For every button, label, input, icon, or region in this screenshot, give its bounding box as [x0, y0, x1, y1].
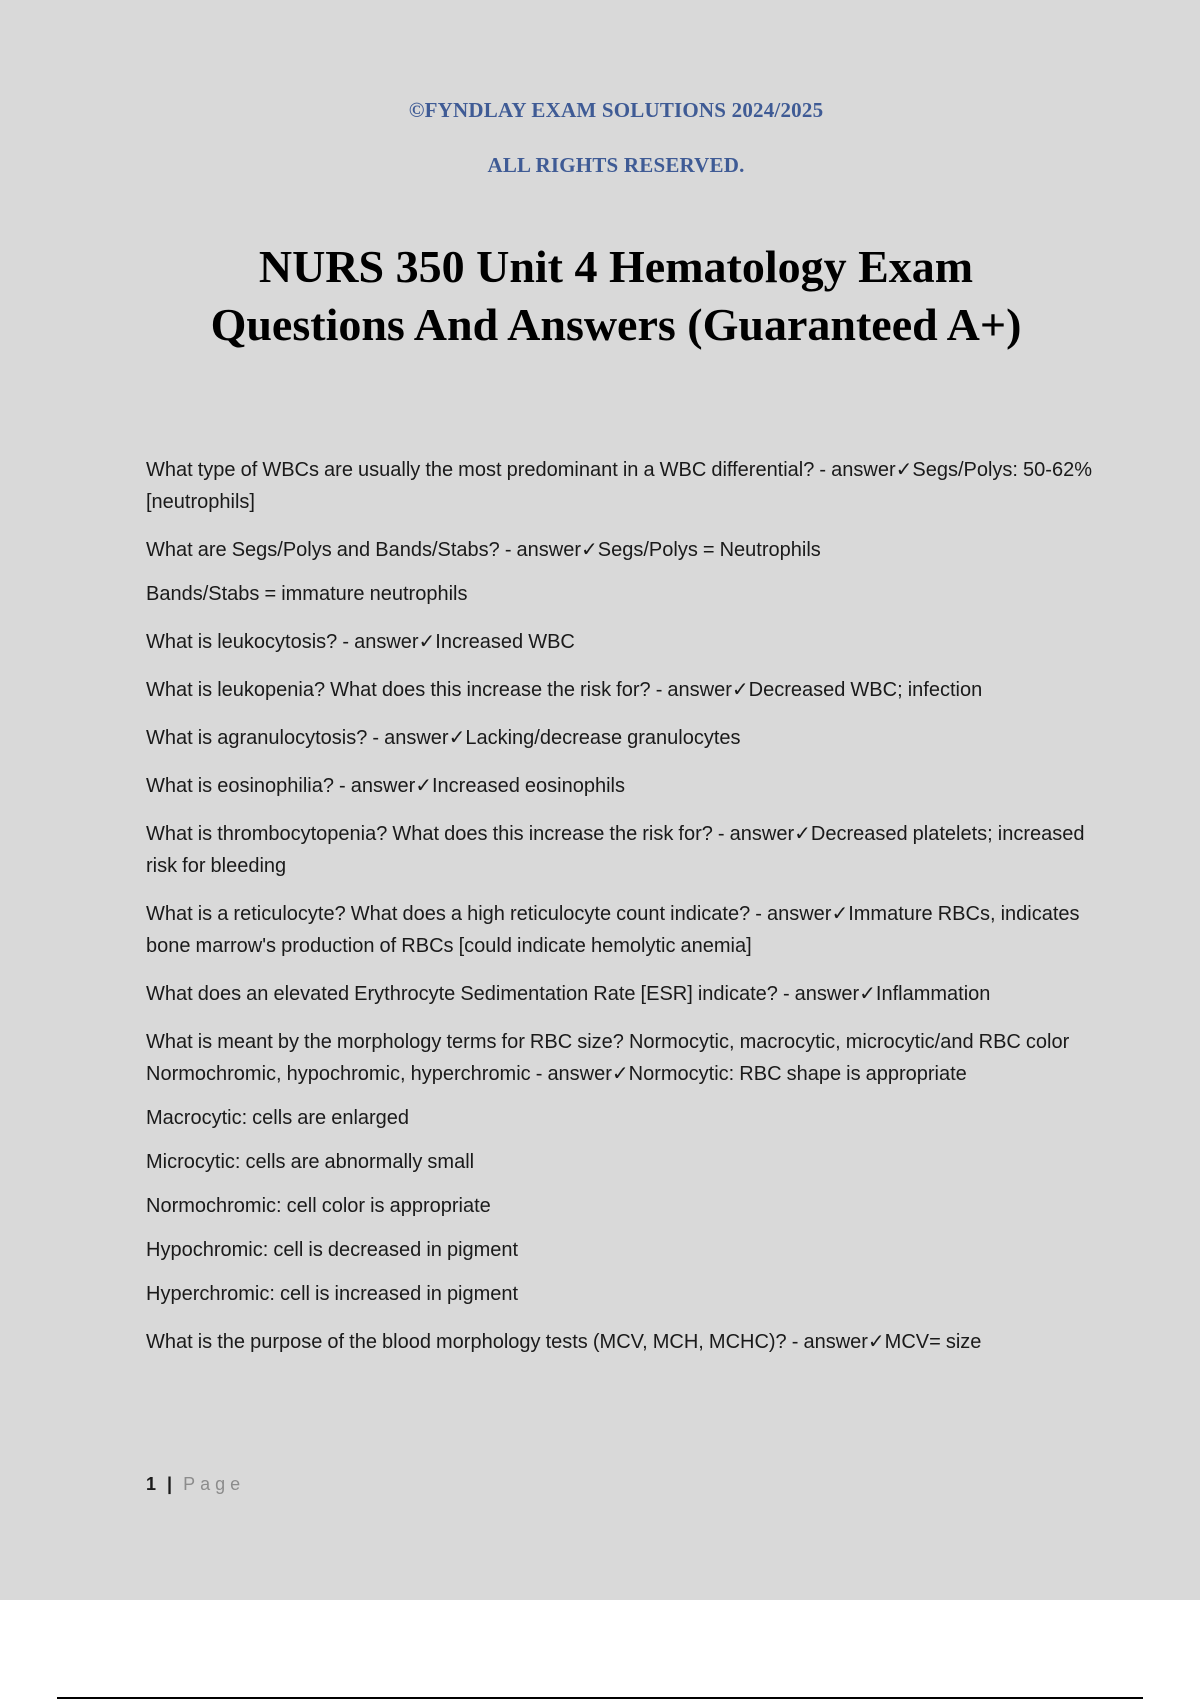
page-number: 1 [146, 1474, 157, 1494]
qa-paragraph: What is thrombocytopenia? What does this increase the risk for? - answer✓Decreased platelets; increased risk for bleeding [146, 823, 1085, 877]
qa-paragraph: Bands/Stabs = immature neutrophils [146, 583, 468, 605]
document-title [0, 238, 1200, 354]
qa-paragraph: Microcytic: cells are abnormally small [146, 1151, 475, 1173]
page-footer [146, 1474, 245, 1495]
title-line-2: Questions And Answers (Guaranteed A+) [210, 299, 1022, 350]
qa-paragraph: What is a reticulocyte? What does a high reticulocyte count indicate? - answer✓Immature RBCs, indicates bone marrow's production of RBCs [could indicate hemolytic anemia] [146, 903, 1080, 957]
qa-paragraph: What type of WBCs are usually the most predominant in a WBC differential? - answer✓Segs/Polys: 50-62% [neutrophils] [146, 459, 1092, 513]
qa-paragraph: What is leukopenia? What does this increase the risk for? - answer✓Decreased WBC; infection [146, 679, 983, 701]
qa-paragraph: What are Segs/Polys and Bands/Stabs? - answer✓Segs/Polys = Neutrophils [146, 539, 821, 561]
qa-paragraph: Hypochromic: cell is decreased in pigment [146, 1239, 519, 1261]
qa-paragraph: Hyperchromic: cell is increased in pigment [146, 1283, 519, 1305]
page-label: Page [183, 1474, 246, 1494]
qa-paragraph: What is eosinophilia? - answer✓Increased eosinophils [146, 775, 625, 797]
copyright-notice: ©FYNDLAY EXAM SOLUTIONS 2024/2025 [408, 98, 824, 122]
qa-paragraph: What does an elevated Erythrocyte Sedimentation Rate [ESR] indicate? - answer✓Inflammation [146, 983, 991, 1005]
title-line-1: NURS 350 Unit 4 Hematology Exam [258, 241, 974, 292]
rights-notice: ALL RIGHTS RESERVED. [487, 153, 745, 177]
qa-paragraph: What is the purpose of the blood morphology tests (MCV, MCH, MCHC)? - answer✓MCV= size [146, 1331, 982, 1353]
qa-paragraph: Normochromic: cell color is appropriate [146, 1195, 491, 1217]
qa-content [146, 454, 1096, 1374]
footer-separator: | [167, 1474, 173, 1494]
next-page-rule [57, 1697, 1143, 1699]
qa-paragraph: What is agranulocytosis? - answer✓Lacking/decrease granulocytes [146, 727, 741, 749]
qa-paragraph: Macrocytic: cells are enlarged [146, 1107, 410, 1129]
qa-paragraph: What is leukocytosis? - answer✓Increased WBC [146, 631, 575, 653]
qa-paragraph: What is meant by the morphology terms for RBC size? Normocytic, macrocytic, microcytic/and RBC color Normochromic, hypochromic, hyperchromic - answer✓Normocytic: RBC shape is appropriate [146, 1031, 1070, 1085]
